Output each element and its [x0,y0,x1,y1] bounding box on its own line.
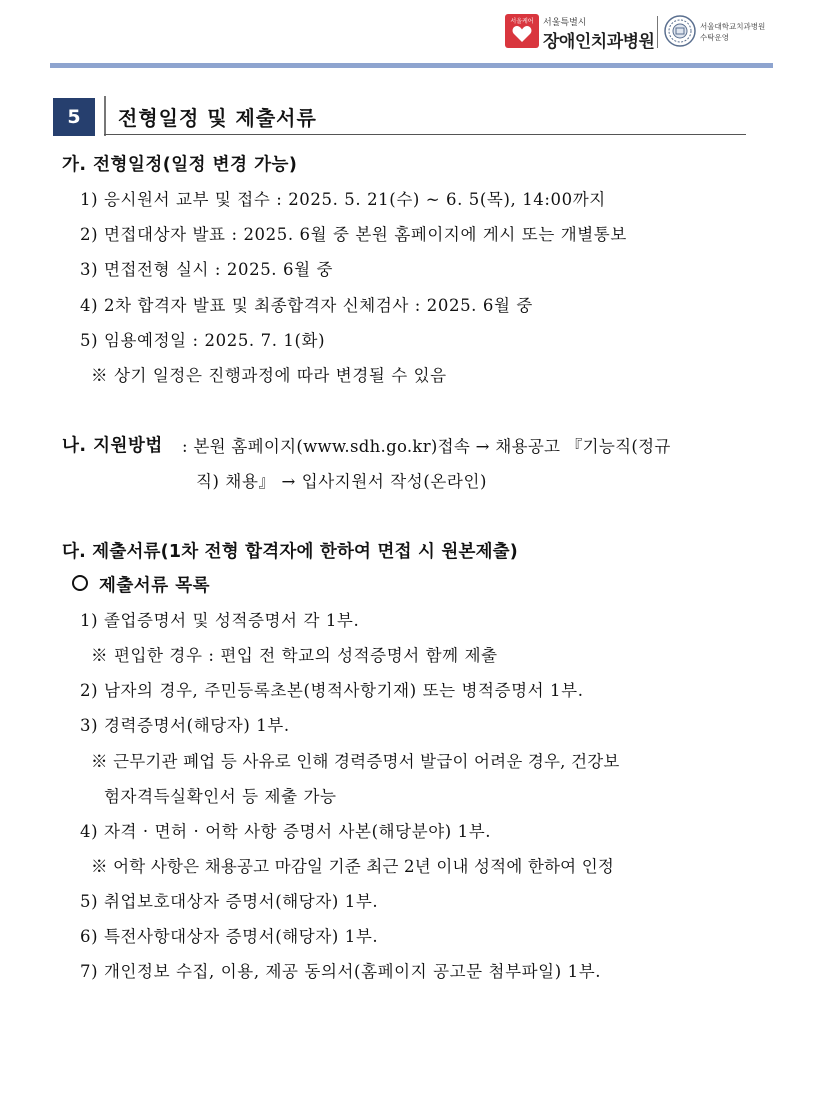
document-item: 5) 취업보호대상자 증명서(해당자) 1부. [80,892,379,911]
header-rule [50,63,773,68]
university-seal-icon [664,15,696,47]
document-item: 6) 특전사항대상자 증명서(해당자) 1부. [80,927,379,946]
apply-line: : 본원 홈페이지(www.sdh.go.kr)접속 → 채용공고 『기능직(정규 [182,437,671,456]
schedule-item: 1) 응시원서 교부 및 접수 : 2025. 5. 21(수) ~ 6. 5(목), 14:00까지 [80,190,606,209]
documents-list-title: 제출서류 목록 [99,576,211,596]
section-divider [104,96,106,136]
document-note: ※ 근무기관 폐업 등 사유로 인해 경력증명서 발급이 어려운 경우, 건강보 [91,752,620,771]
document-item: 3) 경력증명서(해당자) 1부. [80,716,290,735]
document-note: ※ 어학 사항은 채용공고 마감일 기준 최근 2년 이내 성적에 한하여 인정 [91,857,615,876]
schedule-item: 3) 면접전형 실시 : 2025. 6월 중 [80,260,334,279]
apply-heading: 나. 지원방법 [62,436,163,456]
seal-text-line2: 수탁운영 [700,33,729,42]
section-underline [104,134,746,135]
logo-tag: 서울케어 [510,18,534,25]
schedule-item: 4) 2차 합격자 발표 및 최종합격자 신체검사 : 2025. 6월 중 [80,296,533,315]
schedule-note: ※ 상기 일정은 진행과정에 따라 변경될 수 있음 [91,366,447,385]
document-item: 1) 졸업증명서 및 성적증명서 각 1부. [80,611,360,630]
document-note: ※ 편입한 경우 : 편입 전 학교의 성적증명서 함께 제출 [91,646,498,665]
seal-text-line1: 서울대학교치과병원 [700,22,766,31]
circle-bullet-icon [72,575,88,591]
section-title: 전형일정 및 제출서류 [118,106,317,130]
logo-divider [657,16,658,48]
apply-line: 직) 채용』 → 입사지원서 작성(온라인) [196,472,488,491]
section-number: 5 [53,98,95,136]
schedule-heading: 가. 전형일정(일정 변경 가능) [62,155,298,175]
documents-heading: 다. 제출서류(1차 전형 합격자에 한하여 면접 시 원본제출) [62,542,518,562]
document-item: 4) 자격 · 면허 · 어학 사항 증명서 사본(해당분야) 1부. [80,822,492,841]
schedule-item: 2) 면접대상자 발표 : 2025. 6월 중 본원 홈페이지에 게시 또는 개별통보 [80,225,627,244]
logo-small-text: 서울특별시 [543,18,587,28]
document-note-continued: 험자격득실확인서 등 제출 가능 [104,787,337,806]
hospital-logo [505,14,655,56]
heart-logo-icon [505,14,539,48]
logo-main-text: 장애인치과병원 [543,32,655,52]
document-item: 7) 개인정보 수집, 이용, 제공 동의서(홈페이지 공고문 첨부파일) 1부. [80,962,602,981]
schedule-item: 5) 임용예정일 : 2025. 7. 1(화) [80,331,326,350]
document-item: 2) 남자의 경우, 주민등록초본(병적사항기재) 또는 병적증명서 1부. [80,681,584,700]
